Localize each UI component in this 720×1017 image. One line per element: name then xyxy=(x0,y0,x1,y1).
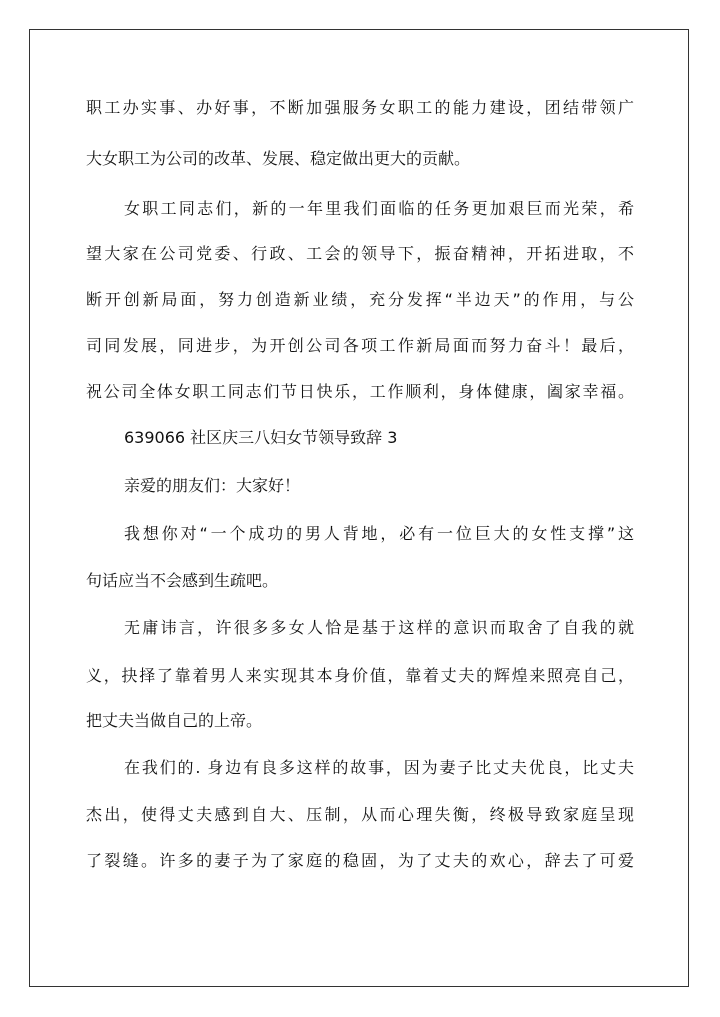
text-line: 在我们的. 身边有良多这样的故事，因为妻子比丈夫优良，比丈夫 xyxy=(124,758,634,777)
text-line: 句话应当不会感到生疏吧。 xyxy=(86,571,279,590)
text-line: 把丈夫当做自己的上帝。 xyxy=(86,711,263,730)
text-line: 断开创新局面，努力创造新业绩，充分发挥“半边天”的作用，与公 xyxy=(86,290,634,309)
text-line: 义，抉择了靠着男人来实现其本身价值，靠着丈夫的辉煌来照亮自己， xyxy=(86,666,634,685)
text-line: 女职工同志们，新的一年里我们面临的任务更加艰巨而光荣，希 xyxy=(124,199,634,218)
text-line: 祝公司全体女职工同志们节日快乐，工作顺利，身体健康，阖家幸福。 xyxy=(86,382,634,401)
page-frame xyxy=(29,29,689,987)
text-line: 无庸讳言，许很多多女人恰是基于这样的意识而取舍了自我的就 xyxy=(124,618,634,637)
text-line: 我想你对“一个成功的男人背地，必有一位巨大的女性支撑”这 xyxy=(124,524,634,543)
text-line: 杰出，使得丈夫感到自大、压制，从而心理失衡，终极导致家庭呈现 xyxy=(86,805,634,824)
salutation: 亲爱的朋友们：大家好！ xyxy=(124,476,301,495)
text-line: 了裂缝。许多的妻子为了家庭的稳固，为了丈夫的欢心，辞去了可爱 xyxy=(86,851,634,870)
section-heading: 639066 社区庆三八妇女节领导致辞 3 xyxy=(124,428,398,447)
text-line: 望大家在公司党委、行政、工会的领导下，振奋精神，开拓进取，不 xyxy=(86,244,634,263)
text-line: 大女职工为公司的改革、发展、稳定做出更大的贡献。 xyxy=(86,149,471,168)
text-line: 职工办实事、办好事，不断加强服务女职工的能力建设，团结带领广 xyxy=(86,98,634,117)
text-line: 司同发展，同进步，为开创公司各项工作新局面而努力奋斗！最后， xyxy=(86,336,634,355)
